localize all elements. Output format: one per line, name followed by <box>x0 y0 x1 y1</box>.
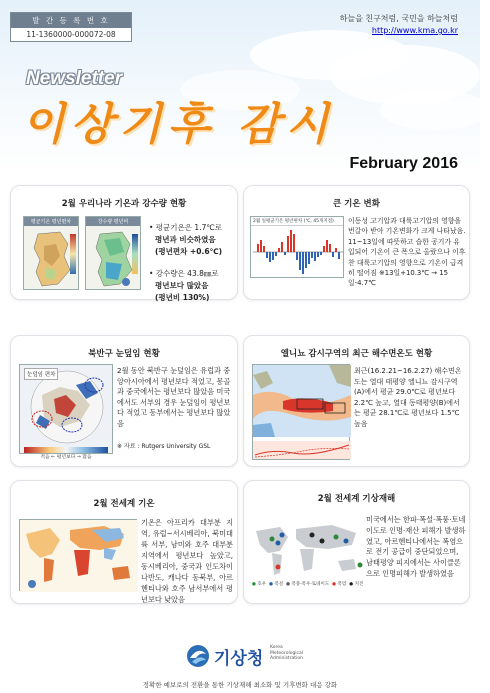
legend-item: ● 폭설 <box>269 582 284 587</box>
card-snow-cover <box>10 335 238 467</box>
map-label: 강수량 평년비 <box>86 217 140 226</box>
org-name: 기상청 <box>214 649 264 669</box>
issue-date: February 2016 <box>349 155 458 172</box>
card-world-temperature <box>10 480 238 604</box>
card-world-disasters <box>243 480 470 604</box>
legend-item: ● 폭풍·폭우·토네이도 <box>286 582 330 587</box>
card-el-nino <box>243 335 470 467</box>
korea-bullets <box>149 222 237 304</box>
registration-label: 발 간 등 록 번 호 <box>11 13 131 28</box>
kma-logo-icon <box>28 580 36 588</box>
bullet-emphasis: 평년과 비슷하였음 <box>155 235 216 244</box>
slogan: 하늘을 친구처럼, 국민을 하늘처럼 <box>339 14 458 23</box>
world-map-graphic <box>20 520 138 592</box>
newsletter-label: Newsletter <box>26 68 123 89</box>
snow-legend-text: 적음 ← 평년보다 → 많음 <box>40 455 92 460</box>
bullet-text: • 평균기온은 1.7℃로 <box>149 223 223 232</box>
snow-description: 2월 동안 북반구 눈덮임은 유럽과 중앙아시아에서 평년보다 적었고, 몽골과 중국에서는 평년보다 많았음 미국에서도 서부의 경우 눈덮임이 평년보다 적었고 동부에서는 평년보다 많았음 <box>117 366 231 428</box>
card-title: 큰 기온 변화 <box>333 199 380 209</box>
korea-temp-map <box>23 216 79 290</box>
temp-description: 이동성 고기압과 대륙고기압의 영향을 번갈아 받아 기온변화가 크게 나타났음. 11~13일에 따뜻하고 습한 공기가 유입되어 기온이 큰 폭으로 올랐으나 이후 찬 대륙고기압의 영향으로 기온이 급격히 떨어짐 ※13일+10.3℃ → 15일-4.7℃ <box>348 217 466 288</box>
bullet-emphasis: (평년편차 +0.6℃) <box>155 247 223 256</box>
card-title: 2월 전세계 기상재해 <box>317 494 396 504</box>
world-disaster-map <box>252 521 364 587</box>
korea-map-graphic <box>24 226 80 292</box>
kma-logo <box>186 640 304 674</box>
world-temp-description: 기온은 아프리카 대부분 지역, 유럽~서시베리아, 북미대륙 서부, 남미와 호주 대부분 지역에서 평년보다 높았고, 동시베리아, 중국과 인도차이나반도, 캐나다 동북부, 아르헨티나와 호주 남서부에서 평년보다 낮았음 <box>141 518 233 604</box>
card-title: 2월 우리나라 기온과 강수량 현황 <box>61 199 187 209</box>
anomaly-bars <box>251 226 345 278</box>
legend-item: ● 호우 <box>252 582 267 587</box>
card-korea-climate <box>10 185 238 300</box>
legend-item: ● 폭염 <box>332 582 347 587</box>
map-label: 눈덮임 편차 <box>24 368 58 380</box>
korea-precip-map <box>85 216 141 290</box>
world-map-graphic <box>252 521 364 577</box>
card-title: 엘니뇨 감시구역의 최근 해수면온도 현황 <box>280 349 433 359</box>
page-title: 이상기후 감시 <box>22 99 335 150</box>
website-link[interactable]: http://www.kma.go.kr <box>371 26 458 35</box>
bullet-text: • 강수량은 43.8㎜로 <box>149 269 219 278</box>
disaster-legend <box>252 581 364 587</box>
nino-description: 최근(16.2.21~16.2.27) 해수면온도는 열대 태평양 엘니뇨 감시구역(A)에서 평균 29.0℃로 평년보다 2.2℃ 높고, 열대 동태평양(B)에서는 평균 28.1℃로 평년보다 1.5℃ 높음 <box>354 367 462 428</box>
org-name-en: Korea Meteorological Administration <box>270 645 304 661</box>
kma-emblem-icon <box>186 644 210 668</box>
snow-cover-map <box>19 364 113 460</box>
bullet-emphasis: (평년비 130%) <box>155 293 210 302</box>
card-title: 2월 전세계 기온 <box>93 499 155 509</box>
legend-item: ● 지진 <box>349 582 364 587</box>
kma-logo-icon <box>122 278 130 286</box>
map-label: 평균기온 평년편차 <box>24 217 78 226</box>
korea-map-graphic <box>86 226 142 292</box>
registration-box <box>10 12 132 42</box>
world-disaster-description: 미국에서는 한파·폭설·폭풍·토네이도로 인명·재산 피해가 발생하였고, 아르헨티나에서는 폭염으로 전기 공급이 중단되었으며, 남태평양 피지에서는 사이클론으로 인명피해가 발생하였음 <box>366 515 466 578</box>
registration-number: 11-1360000-000072-08 <box>26 30 116 39</box>
card-temp-variation <box>243 185 470 300</box>
snow-source: ※ 자료 : Rutgers University GSL <box>117 443 211 450</box>
sst-map-graphic <box>253 365 351 461</box>
world-temp-map <box>19 519 137 591</box>
card-title: 북반구 눈덮임 현황 <box>88 349 160 359</box>
temp-anomaly-chart <box>250 216 344 278</box>
bullet-emphasis: 평년보다 많았음 <box>155 281 209 290</box>
chart-label: 2월 일평균기온 평년편차 (℃, 45개지점) <box>251 217 343 226</box>
sst-anomaly-map <box>252 364 350 460</box>
footer-motto: 정확한 예보로의 전환을 통한 기상재해 최소화 및 기후변화 대응 강화 <box>142 681 338 689</box>
